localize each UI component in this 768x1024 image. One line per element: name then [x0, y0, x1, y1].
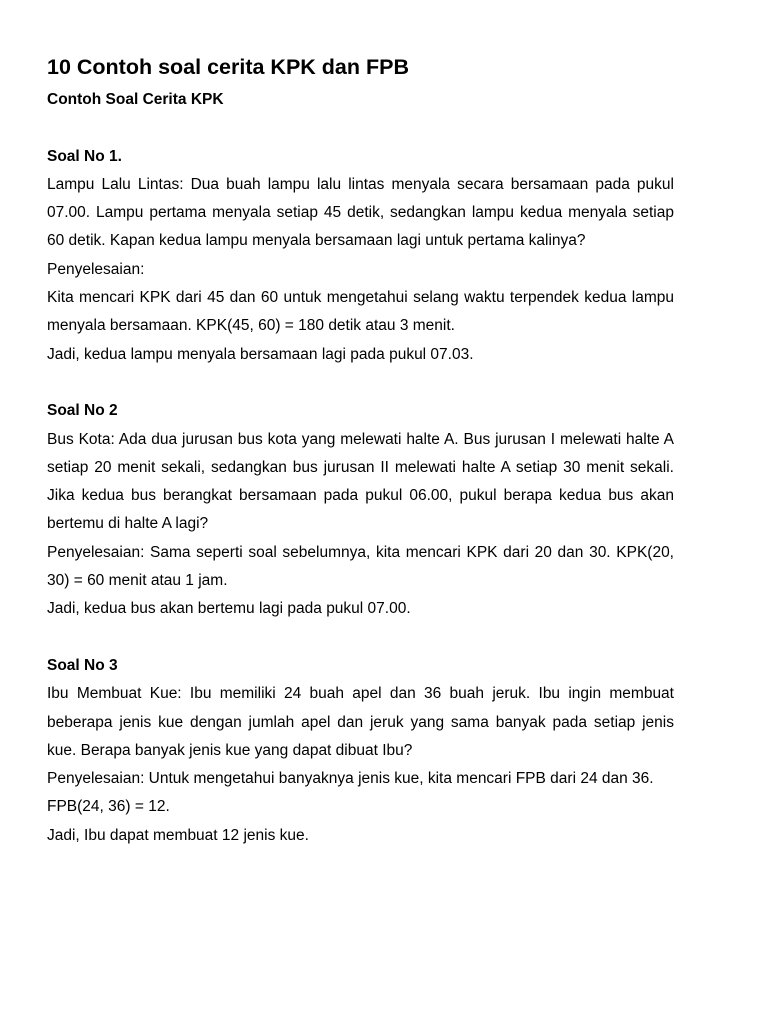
soal-solution: Penyelesaian: Untuk mengetahui banyaknya jenis kue, kita mencari FPB dari 24 dan 36. FPB(24, 36) = 12. — [47, 770, 654, 816]
soal-section-2 — [47, 397, 674, 623]
solution-label: Penyelesaian: — [47, 260, 145, 278]
soal-conclusion: Jadi, kedua lampu menyala bersamaan lagi pada pukul 07.03. — [47, 345, 474, 363]
soal-heading: Soal No 2 — [47, 402, 118, 420]
soal-solution: Penyelesaian: Sama seperti soal sebelumnya, kita mencari KPK dari 20 dan 30. KPK(20, 30) = 60 menit atau 1 jam. — [47, 543, 674, 590]
soal-conclusion: Jadi, Ibu dapat membuat 12 jenis kue. — [47, 826, 309, 844]
soal-question: Ibu Membuat Kue: Ibu memiliki 24 buah apel dan 36 buah jeruk. Ibu ingin membuat beberapa jenis kue dengan jumlah apel dan jeruk yang sama banyak pada setiap jenis kue. Berapa banyak jenis kue yang dapat dibuat Ibu? — [47, 685, 674, 759]
soal-heading: Soal No 1. — [47, 147, 122, 165]
soal-question: Lampu Lalu Lintas: Dua buah lampu lalu lintas menyala secara bersamaan pada pukul 07.00. Lampu pertama menyala setiap 45 detik, sedangkan lampu kedua menyala setiap 60 detik. Kapan kedua lampu menyala bersamaan lagi untuk pertama kalinya? — [47, 175, 674, 250]
soal-question: Bus Kota: Ada dua jurusan bus kota yang melewati halte A. Bus jurusan I melewati halte A setiap 20 menit sekali, sedangkan bus jurusan II melewati halte A setiap 30 menit sekali. Jika kedua bus berangkat bersamaan pada pukul 06.00, pukul berapa kedua bus akan bertemu di halte A lagi? — [47, 430, 674, 533]
soal-heading: Soal No 3 — [47, 656, 118, 674]
soal-solution: Kita mencari KPK dari 45 dan 60 untuk mengetahui selang waktu terpendek kedua lampu menyala bersamaan. KPK(45, 60) = 180 detik atau 3 menit. — [47, 289, 674, 335]
document-subtitle: Contoh Soal Cerita KPK — [47, 91, 224, 108]
soal-section-3 — [47, 652, 674, 850]
soal-conclusion: Jadi, kedua bus akan bertemu lagi pada pukul 07.00. — [47, 600, 411, 618]
document-title: 10 Contoh soal cerita KPK dan FPB — [47, 55, 409, 79]
document-page — [47, 52, 674, 850]
soal-section-1 — [47, 143, 674, 369]
